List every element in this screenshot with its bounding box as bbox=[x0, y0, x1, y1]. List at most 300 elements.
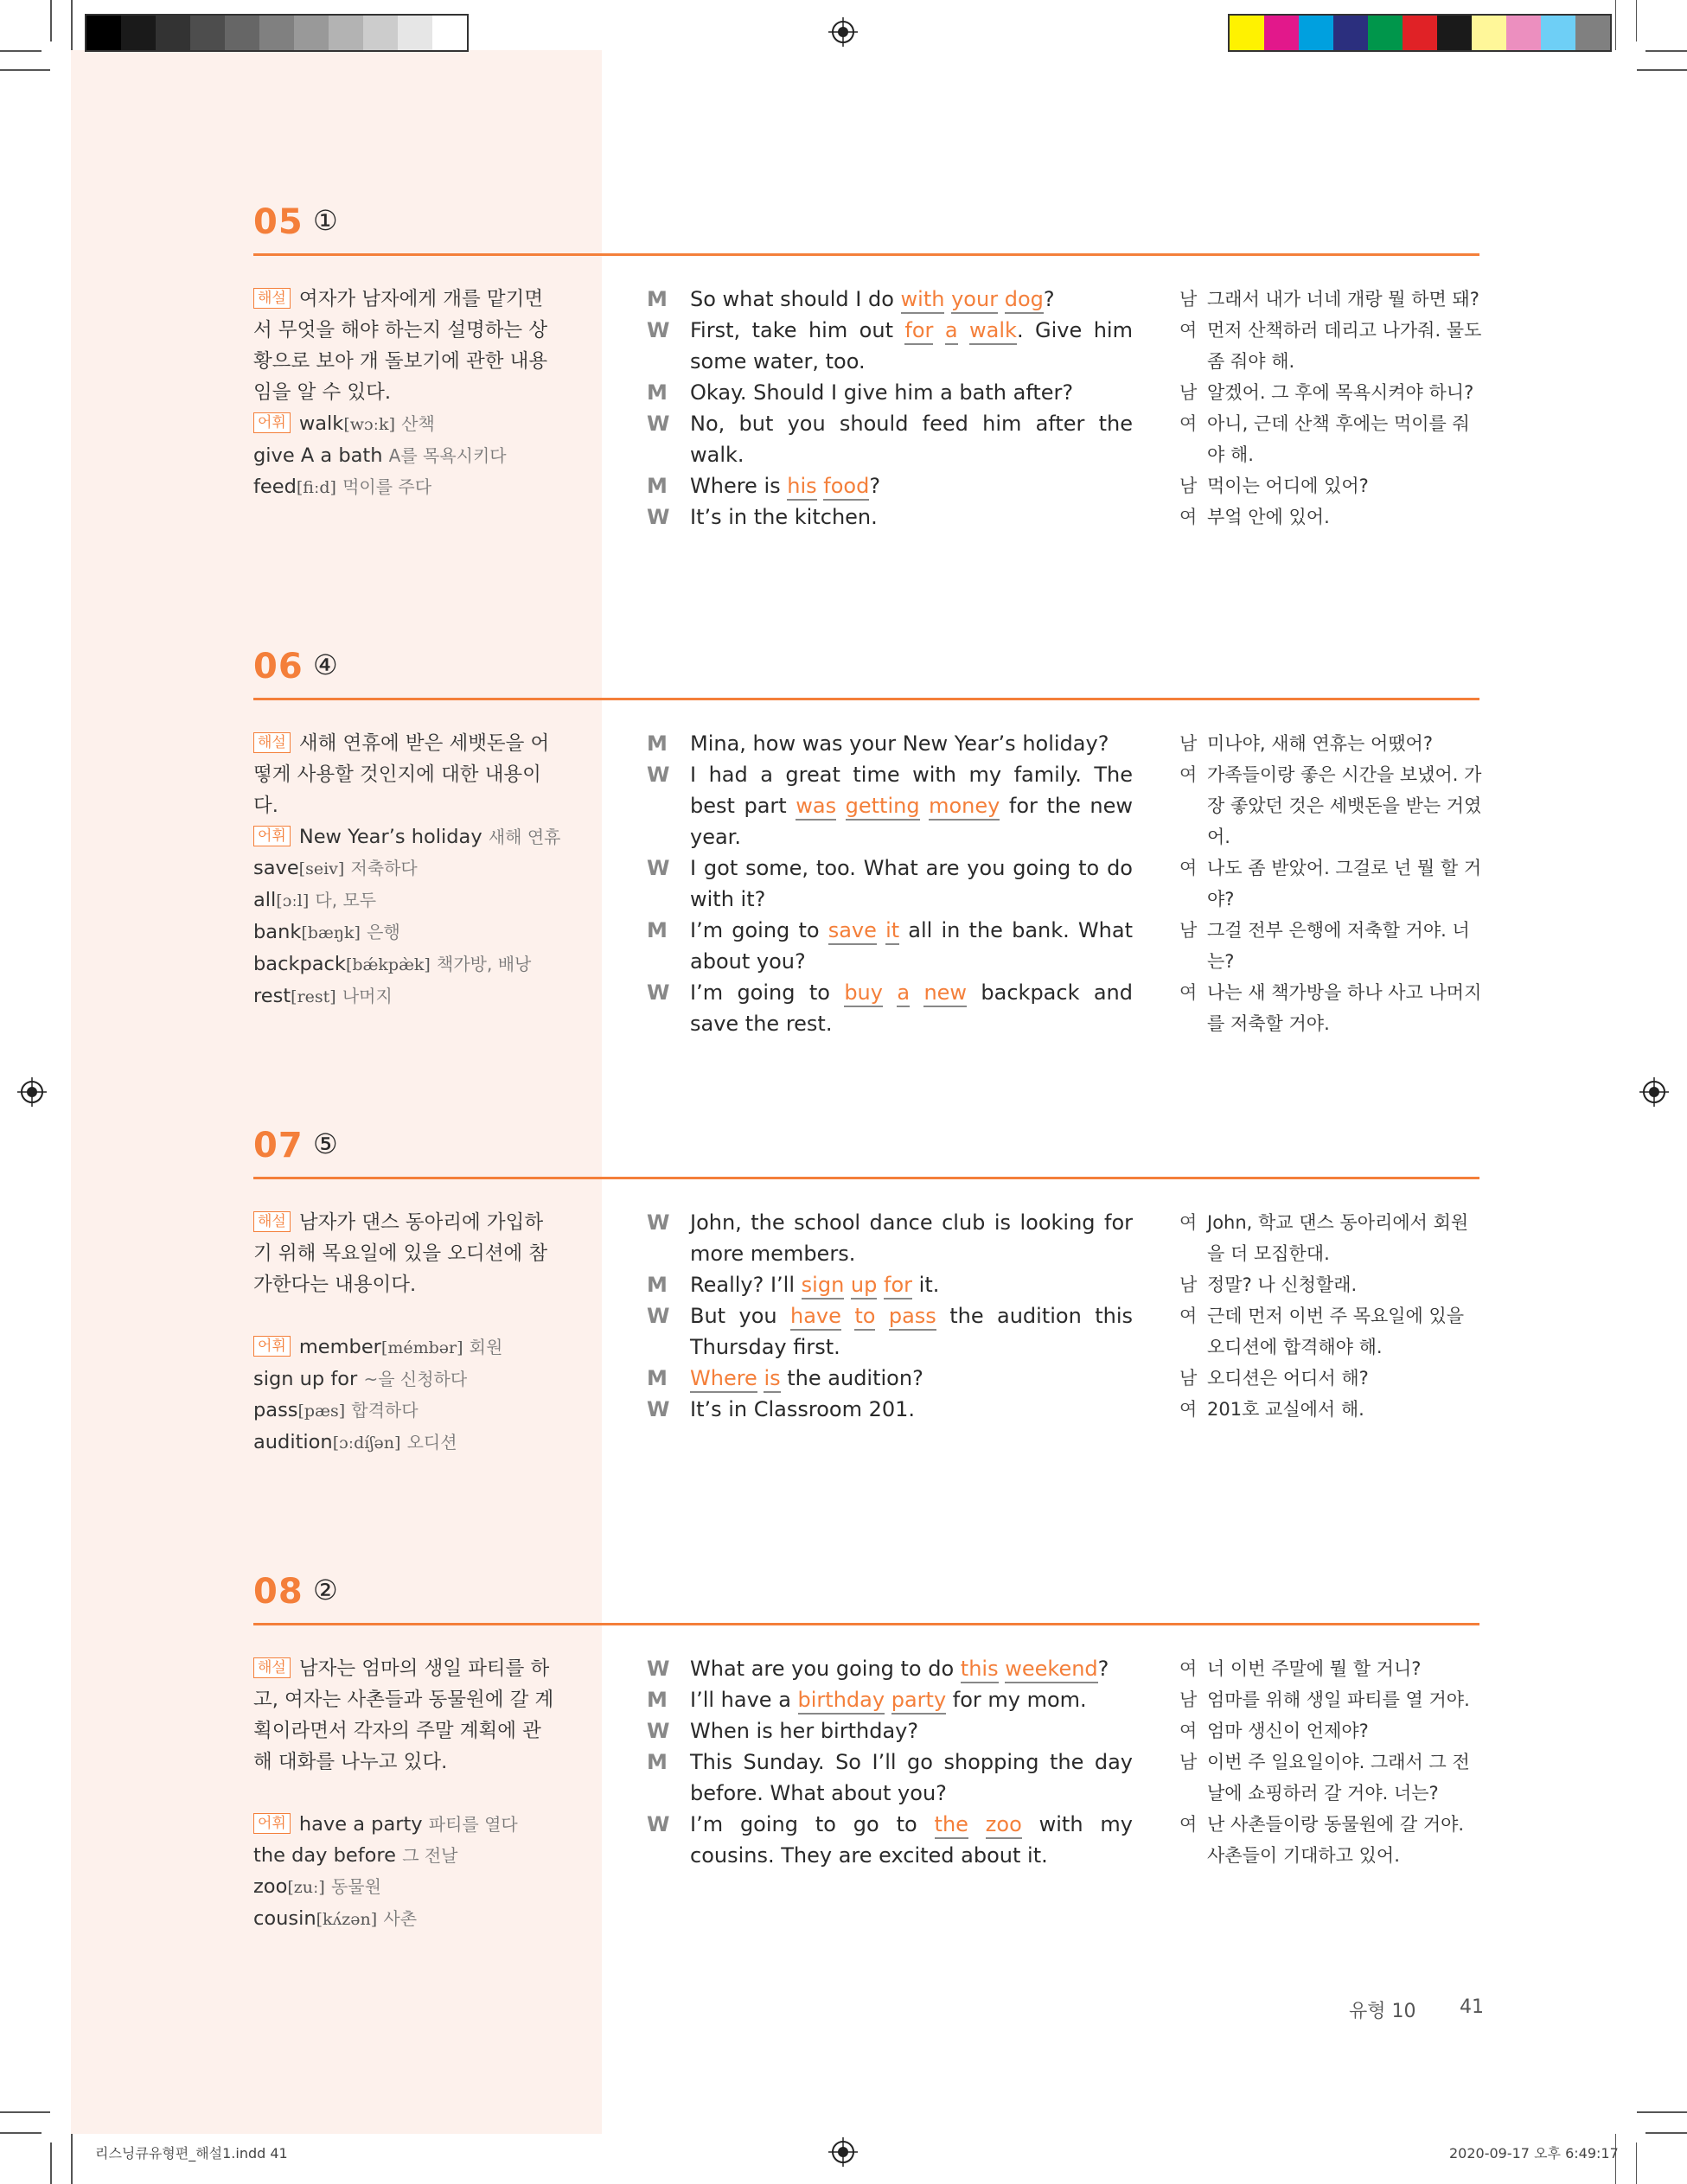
dialogue-text bbox=[690, 377, 1133, 408]
dialogue-line bbox=[647, 915, 1133, 977]
dialogue-fragment bbox=[958, 318, 969, 342]
translation-text: John, 학교 댄스 동아리에서 회원을 더 모집한대. bbox=[1207, 1212, 1469, 1264]
crop-mark bbox=[71, 0, 73, 50]
blank-answer: party bbox=[891, 1688, 946, 1715]
dialogue-line bbox=[647, 1653, 1133, 1684]
color-swatch bbox=[121, 16, 156, 50]
answer-choice: ① bbox=[313, 204, 338, 237]
translation-speaker: 여 bbox=[1179, 320, 1198, 341]
speaker-label: W bbox=[647, 1812, 670, 1836]
vocab-item bbox=[253, 408, 582, 440]
file-info: 리스닝큐유형편_해설1.indd 41 bbox=[95, 2145, 288, 2162]
translation-line bbox=[1179, 408, 1482, 470]
blank-answer: the bbox=[935, 1812, 968, 1839]
blank-answer: a bbox=[897, 980, 910, 1007]
vocab-item bbox=[253, 471, 582, 503]
vocab-phonetic: [kʌ́zən] bbox=[316, 1910, 378, 1929]
vocab-item bbox=[253, 440, 582, 471]
dialogue-text bbox=[690, 501, 1133, 533]
color-swatch bbox=[294, 16, 329, 50]
vocab-phonetic: [mémbər] bbox=[380, 1338, 463, 1357]
speaker-label: W bbox=[647, 980, 670, 1005]
dialogue-fragment: I had a great time with my family. The best part bbox=[690, 763, 1133, 818]
vocab-phonetic: [pæs] bbox=[297, 1402, 346, 1421]
answer-choice: ⑤ bbox=[313, 1127, 338, 1160]
vocab-meaning: 사촌 bbox=[383, 1908, 418, 1929]
speaker-label: M bbox=[647, 1750, 668, 1774]
translation bbox=[1179, 728, 1482, 1039]
crop-mark bbox=[1636, 0, 1638, 42]
dialogue-line bbox=[647, 1747, 1133, 1809]
translation-line bbox=[1179, 1363, 1482, 1394]
crop-mark bbox=[0, 69, 50, 71]
dialogue-line bbox=[647, 1363, 1133, 1394]
vocab-list bbox=[253, 1331, 582, 1459]
dialogue-text bbox=[690, 1653, 1133, 1684]
dialogue bbox=[647, 1207, 1133, 1425]
blank-answer: a bbox=[945, 318, 958, 345]
vocab-term: backpack bbox=[253, 953, 346, 975]
vocab-tag: 어휘 bbox=[253, 1813, 291, 1834]
color-swatch bbox=[1472, 16, 1506, 50]
vocab-term: pass bbox=[253, 1399, 298, 1421]
translation-text: 가족들이랑 좋은 시간을 보냈어. 가장 좋았던 것은 세뱃돈을 받는 거였어. bbox=[1207, 764, 1482, 847]
dialogue-text bbox=[690, 1684, 1133, 1715]
vocab-phonetic: [seiv] bbox=[298, 859, 345, 878]
vocab-item bbox=[253, 1809, 582, 1840]
vocab-term: give A a bath bbox=[253, 444, 383, 467]
dialogue-fragment: First, take him out bbox=[690, 318, 905, 342]
dialogue-fragment: I’m going to go to bbox=[690, 1812, 935, 1836]
color-swatch bbox=[1230, 16, 1264, 50]
translation-text: 나도 좀 받았어. 그걸로 넌 뭘 할 거야? bbox=[1207, 858, 1482, 910]
vocab-tag: 어휘 bbox=[253, 412, 291, 433]
translation-speaker: 여 bbox=[1179, 982, 1198, 1003]
dialogue-text bbox=[690, 1269, 1133, 1300]
vocab-meaning: ~을 신청하다 bbox=[363, 1369, 468, 1389]
translation-line bbox=[1179, 284, 1482, 315]
translation-line bbox=[1179, 1747, 1482, 1809]
translation-line bbox=[1179, 1684, 1482, 1715]
vocab-item bbox=[253, 1871, 582, 1903]
translation-speaker: 여 bbox=[1179, 413, 1198, 434]
vocab-term: have a party bbox=[298, 1813, 423, 1836]
explanation bbox=[253, 1207, 556, 1300]
speaker-label: M bbox=[647, 918, 668, 942]
translation-text: 201호 교실에서 해. bbox=[1207, 1399, 1364, 1420]
vocab-item bbox=[253, 1363, 582, 1395]
translation-line bbox=[1179, 1394, 1482, 1425]
vocab-meaning: 새해 연휴 bbox=[488, 827, 561, 847]
vocab-term: bank bbox=[253, 921, 302, 943]
translation-speaker: 남 bbox=[1179, 1689, 1198, 1710]
vocab-meaning: 먹이를 주다 bbox=[342, 476, 432, 497]
vocab-meaning: 저축하다 bbox=[350, 858, 418, 878]
translation-text: 먹이는 어디에 있어? bbox=[1207, 476, 1369, 496]
color-swatch bbox=[1264, 16, 1299, 50]
translation-line bbox=[1179, 1269, 1482, 1300]
vocab-phonetic: [fiːd] bbox=[296, 478, 336, 497]
speaker-label: W bbox=[647, 505, 670, 529]
dialogue-fragment: for the new year. bbox=[690, 794, 1133, 849]
vocab-term: cousin bbox=[253, 1907, 316, 1930]
vocab-term: member bbox=[298, 1336, 381, 1358]
dialogue-text bbox=[690, 1394, 1133, 1425]
explanation bbox=[253, 728, 556, 821]
section-divider bbox=[253, 1623, 1479, 1625]
vocab-list bbox=[253, 408, 582, 503]
translation-speaker: 여 bbox=[1179, 1212, 1198, 1233]
explanation-tag: 해설 bbox=[253, 288, 291, 309]
dialogue-fragment: ? bbox=[869, 474, 881, 498]
vocab-term: New Year’s holiday bbox=[298, 826, 482, 848]
dialogue-fragment bbox=[836, 794, 846, 818]
grayscale-calibration-bar bbox=[85, 14, 469, 52]
translation-line bbox=[1179, 1715, 1482, 1747]
translation-line bbox=[1179, 728, 1482, 759]
explanation-text: 남자는 엄마의 생일 파티를 하고, 여자는 사촌들과 동물원에 갈 계획이라면서 각자의 주말 계획에 관해 대화를 나누고 있다. bbox=[253, 1657, 554, 1773]
registration-mark-icon bbox=[828, 17, 858, 47]
translation-line bbox=[1179, 1653, 1482, 1684]
crop-mark bbox=[0, 50, 42, 52]
dialogue-line bbox=[647, 1300, 1133, 1363]
dialogue-line bbox=[647, 1809, 1133, 1871]
speaker-label: M bbox=[647, 474, 668, 498]
translation-text: 엄마 생신이 언제야? bbox=[1207, 1721, 1369, 1741]
section-divider bbox=[253, 698, 1479, 700]
dialogue-line bbox=[647, 1394, 1133, 1425]
blank-answer: with bbox=[901, 287, 945, 314]
color-swatch bbox=[156, 16, 190, 50]
dialogue bbox=[647, 284, 1133, 533]
vocab-item bbox=[253, 1427, 582, 1459]
color-swatch bbox=[329, 16, 363, 50]
translation-line bbox=[1179, 1300, 1482, 1363]
explanation-tag: 해설 bbox=[253, 732, 291, 753]
dialogue-fragment: When is her birthday? bbox=[690, 1719, 919, 1743]
translation-speaker: 여 bbox=[1179, 858, 1198, 878]
blank-answer: for bbox=[884, 1273, 912, 1300]
dialogue-fragment: What are you going to do bbox=[690, 1657, 961, 1681]
translation-text: 부엌 안에 있어. bbox=[1207, 507, 1330, 527]
translation-line bbox=[1179, 501, 1482, 533]
color-swatch bbox=[259, 16, 294, 50]
translation-speaker: 남 bbox=[1179, 1368, 1198, 1389]
vocab-term: sign up for bbox=[253, 1368, 358, 1390]
vocab-item bbox=[253, 1395, 582, 1427]
dialogue-line bbox=[647, 470, 1133, 501]
dialogue-fragment: it. bbox=[912, 1273, 940, 1297]
dialogue-line bbox=[647, 1715, 1133, 1747]
translation-speaker: 여 bbox=[1179, 507, 1198, 527]
dialogue bbox=[647, 1653, 1133, 1871]
vocab-term: the day before bbox=[253, 1844, 397, 1867]
translation-speaker: 남 bbox=[1179, 920, 1198, 941]
blank-answer: your bbox=[951, 287, 998, 314]
color-swatch bbox=[398, 16, 432, 50]
vocab-term: walk bbox=[298, 412, 344, 435]
vocab-term: save bbox=[253, 857, 299, 879]
vocab-term: all bbox=[253, 889, 277, 911]
crop-mark bbox=[1645, 50, 1687, 52]
crop-mark bbox=[50, 2142, 52, 2184]
color-swatch bbox=[1368, 16, 1403, 50]
vocab-item bbox=[253, 916, 582, 948]
translation-speaker: 여 bbox=[1179, 1399, 1198, 1420]
dialogue-fragment: all in the bank. What about you? bbox=[690, 918, 1133, 974]
dialogue-fragment: Really? I’ll bbox=[690, 1273, 802, 1297]
crop-mark bbox=[1636, 2142, 1638, 2184]
vocab-phonetic: [rest] bbox=[291, 987, 336, 1006]
vocab-tag: 어휘 bbox=[253, 1336, 291, 1357]
dialogue-fragment: John, the school dance club is looking for more members. bbox=[690, 1210, 1133, 1266]
translation-text: 미나야, 새해 연휴는 어땠어? bbox=[1207, 733, 1433, 754]
translation-speaker: 남 bbox=[1179, 382, 1198, 403]
blank-answer: sign bbox=[802, 1273, 845, 1300]
blank-answer: up bbox=[851, 1273, 877, 1300]
dialogue-fragment: It’s in the kitchen. bbox=[690, 505, 878, 529]
explanation bbox=[253, 1653, 556, 1778]
speaker-label: M bbox=[647, 1273, 668, 1297]
explanation-text: 여자가 남자에게 개를 맡기면서 무엇을 해야 하는지 설명하는 상황으로 보아 개 돌보기에 관한 내용임을 알 수 있다. bbox=[253, 288, 548, 404]
section-divider bbox=[253, 253, 1479, 256]
color-swatch bbox=[1403, 16, 1437, 50]
dialogue-fragment: I’m going to bbox=[690, 980, 845, 1005]
answer-choice: ② bbox=[313, 1574, 338, 1606]
dialogue-fragment bbox=[883, 980, 897, 1005]
dialogue-fragment bbox=[998, 287, 1005, 311]
translation-line bbox=[1179, 853, 1482, 915]
translation-text: 너 이번 주말에 뭘 할 거니? bbox=[1207, 1658, 1422, 1679]
vocab-term: rest bbox=[253, 985, 291, 1007]
dialogue-fragment bbox=[933, 318, 944, 342]
translation-speaker: 남 bbox=[1179, 289, 1198, 310]
dialogue-fragment: ? bbox=[1043, 287, 1055, 311]
blank-answer: Where bbox=[690, 1366, 757, 1393]
dialogue-fragment bbox=[877, 1273, 884, 1297]
dialogue-fragment: It’s in Classroom 201. bbox=[690, 1397, 916, 1421]
translation-line bbox=[1179, 977, 1482, 1039]
color-swatch bbox=[363, 16, 398, 50]
translation-line bbox=[1179, 1809, 1482, 1871]
crop-mark bbox=[1637, 69, 1687, 71]
speaker-label: W bbox=[647, 1719, 670, 1743]
vocab-phonetic: [zuː] bbox=[287, 1878, 325, 1897]
color-swatch bbox=[1541, 16, 1575, 50]
vocab-meaning: 파티를 열다 bbox=[428, 1814, 518, 1835]
vocab-meaning: 나머지 bbox=[342, 986, 393, 1006]
registration-mark-icon bbox=[1639, 1077, 1669, 1107]
dialogue-line bbox=[647, 377, 1133, 408]
dialogue-fragment: So what should I do bbox=[690, 287, 901, 311]
dialogue-line bbox=[647, 408, 1133, 470]
blank-answer: dog bbox=[1005, 287, 1044, 314]
dialogue-fragment bbox=[875, 1304, 888, 1328]
dialogue-fragment bbox=[944, 287, 951, 311]
blank-answer: save bbox=[828, 918, 877, 945]
vocab-meaning: 동물원 bbox=[330, 1876, 381, 1897]
dialogue-text bbox=[690, 1747, 1133, 1809]
color-calibration-bar bbox=[1228, 14, 1612, 52]
dialogue-text bbox=[690, 1809, 1133, 1871]
color-swatch bbox=[1299, 16, 1333, 50]
vocab-phonetic: [wɔːk] bbox=[343, 415, 395, 434]
translation-speaker: 남 bbox=[1179, 476, 1198, 496]
vocab-meaning: 그 전날 bbox=[402, 1845, 458, 1866]
dialogue-text bbox=[690, 470, 1133, 501]
print-timestamp: 2020-09-17 오후 6:49:17 bbox=[1449, 2145, 1619, 2162]
vocab-item bbox=[253, 1840, 582, 1871]
translation-line bbox=[1179, 915, 1482, 977]
speaker-label: W bbox=[647, 1657, 670, 1681]
translation-text: 난 사촌들이랑 동물원에 갈 거야. 사촌들이 기대하고 있어. bbox=[1207, 1814, 1465, 1866]
vocab-item bbox=[253, 884, 582, 916]
vocab-term: zoo bbox=[253, 1875, 288, 1898]
translation-text: 아니, 근데 산책 후에는 먹이를 줘야 해. bbox=[1207, 413, 1470, 465]
vocab-phonetic: [ɔːl] bbox=[276, 891, 310, 910]
vocab-meaning: 합격하다 bbox=[351, 1400, 419, 1421]
translation-speaker: 여 bbox=[1179, 1721, 1198, 1741]
blank-answer: new bbox=[923, 980, 967, 1007]
vocab-item bbox=[253, 948, 582, 980]
dialogue-text bbox=[690, 1715, 1133, 1747]
color-swatch bbox=[1333, 16, 1368, 50]
speaker-label: W bbox=[647, 763, 670, 787]
dialogue bbox=[647, 728, 1133, 1039]
speaker-label: M bbox=[647, 287, 668, 311]
vocab-phonetic: [bǽkpæ̀k] bbox=[345, 955, 431, 974]
dialogue-fragment: No, but you should feed him after the walk. bbox=[690, 412, 1133, 467]
blank-answer: walk bbox=[969, 318, 1017, 345]
explanation bbox=[253, 284, 556, 408]
speaker-label: W bbox=[647, 412, 670, 436]
vocab-item bbox=[253, 853, 582, 884]
question-number: 08 bbox=[253, 1572, 304, 1612]
dialogue-line bbox=[647, 284, 1133, 315]
dialogue-fragment: Mina, how was your New Year’s holiday? bbox=[690, 731, 1109, 756]
dialogue-fragment: ? bbox=[1097, 1657, 1109, 1681]
section-label: 유형 10 bbox=[1349, 2001, 1416, 2022]
blank-answer: food bbox=[823, 474, 869, 501]
color-swatch bbox=[1575, 16, 1610, 50]
translation-speaker: 여 bbox=[1179, 1814, 1198, 1835]
crop-mark bbox=[0, 2132, 42, 2134]
dialogue-text bbox=[690, 1207, 1133, 1269]
dialogue-fragment: But you bbox=[690, 1304, 791, 1328]
vocab-meaning: 오디션 bbox=[406, 1432, 457, 1453]
dialogue-text bbox=[690, 977, 1133, 1039]
blank-answer: getting bbox=[846, 794, 920, 821]
translation-text: 그래서 내가 너네 개랑 뭘 하면 돼? bbox=[1207, 289, 1479, 310]
vocab-phonetic: [bæŋk] bbox=[301, 923, 361, 942]
speaker-label: M bbox=[647, 731, 668, 756]
explanation-tag: 해설 bbox=[253, 1657, 291, 1678]
dialogue-fragment: I’m going to bbox=[690, 918, 828, 942]
translation-text: 정말? 나 신청할래. bbox=[1207, 1274, 1358, 1295]
translation-line bbox=[1179, 315, 1482, 377]
translation bbox=[1179, 284, 1482, 533]
dialogue-fragment bbox=[920, 794, 930, 818]
crop-mark bbox=[1645, 2132, 1687, 2134]
color-swatch bbox=[86, 16, 121, 50]
translation-line bbox=[1179, 470, 1482, 501]
translation-speaker: 여 bbox=[1179, 1658, 1198, 1679]
blank-answer: to bbox=[854, 1304, 875, 1331]
dialogue-text bbox=[690, 728, 1133, 759]
question-number: 06 bbox=[253, 647, 304, 686]
blank-answer: it bbox=[885, 918, 899, 945]
dialogue-line bbox=[647, 728, 1133, 759]
dialogue-text bbox=[690, 408, 1133, 470]
translation-text: 이번 주 일요일이야. 그래서 그 전날에 쇼핑하러 갈 거야. 너는? bbox=[1207, 1752, 1470, 1804]
crop-mark bbox=[0, 2111, 50, 2113]
vocab-meaning: 은행 bbox=[367, 922, 400, 942]
dialogue-fragment: This Sunday. So I’ll go shopping the day before. What about you? bbox=[690, 1750, 1133, 1805]
dialogue-fragment: for my mom. bbox=[946, 1688, 1087, 1712]
crop-mark bbox=[50, 0, 52, 42]
speaker-label: M bbox=[647, 380, 668, 405]
dialogue-fragment: . Give him some water, too. bbox=[690, 318, 1133, 374]
blank-answer: zoo bbox=[986, 1812, 1022, 1839]
translation-line bbox=[1179, 1207, 1482, 1269]
dialogue-text bbox=[690, 284, 1133, 315]
explanation-text: 새해 연휴에 받은 세뱃돈을 어떻게 사용할 것인지에 대한 내용이다. bbox=[253, 732, 550, 817]
color-swatch bbox=[190, 16, 225, 50]
dialogue-line bbox=[647, 977, 1133, 1039]
blank-answer: is bbox=[764, 1366, 780, 1393]
translation-text: 그걸 전부 은행에 저축할 거야. 너는? bbox=[1207, 920, 1470, 972]
dialogue-fragment: backpack and save the rest. bbox=[690, 980, 1133, 1036]
explanation-text: 남자가 댄스 동아리에 가입하기 위해 목요일에 있을 오디션에 참가한다는 내용이다. bbox=[253, 1211, 548, 1296]
dialogue-text bbox=[690, 915, 1133, 977]
dialogue-fragment bbox=[910, 980, 923, 1005]
color-swatch bbox=[1506, 16, 1541, 50]
blank-answer: was bbox=[796, 794, 836, 821]
blank-answer: money bbox=[929, 794, 1000, 821]
dialogue-fragment bbox=[968, 1812, 986, 1836]
registration-mark-icon bbox=[828, 2137, 858, 2167]
dialogue-line bbox=[647, 759, 1133, 853]
translation-speaker: 여 bbox=[1179, 1306, 1198, 1326]
crop-mark bbox=[71, 2134, 73, 2184]
vocab-term: audition bbox=[253, 1431, 333, 1453]
dialogue-text bbox=[690, 315, 1133, 377]
dialogue-text bbox=[690, 853, 1133, 915]
dialogue-fragment: the audition this Thursday first. bbox=[690, 1304, 1133, 1359]
translation-text: 근데 먼저 이번 주 목요일에 있을 오디션에 합격해야 해. bbox=[1207, 1306, 1465, 1357]
vocab-term: feed bbox=[253, 476, 297, 498]
page-number: 41 bbox=[1460, 1996, 1484, 2018]
vocab-phonetic: [ɔːdíʃən] bbox=[332, 1434, 401, 1453]
dialogue-line bbox=[647, 501, 1133, 533]
dialogue-text bbox=[690, 1300, 1133, 1363]
dialogue-line bbox=[647, 1684, 1133, 1715]
dialogue-fragment bbox=[877, 918, 885, 942]
speaker-label: W bbox=[647, 1397, 670, 1421]
translation-speaker: 남 bbox=[1179, 1752, 1198, 1772]
registration-mark-icon bbox=[17, 1077, 47, 1107]
vocab-list bbox=[253, 821, 582, 1012]
dialogue-fragment bbox=[844, 1273, 851, 1297]
translation-text: 엄마를 위해 생일 파티를 열 거야. bbox=[1207, 1689, 1470, 1710]
dialogue-fragment: the audition? bbox=[780, 1366, 923, 1390]
speaker-label: M bbox=[647, 1688, 668, 1712]
translation-speaker: 여 bbox=[1179, 764, 1198, 785]
crop-mark bbox=[1615, 0, 1617, 50]
dialogue-line bbox=[647, 1207, 1133, 1269]
vocab-item bbox=[253, 1903, 582, 1935]
blank-answer: birthday bbox=[798, 1688, 885, 1715]
